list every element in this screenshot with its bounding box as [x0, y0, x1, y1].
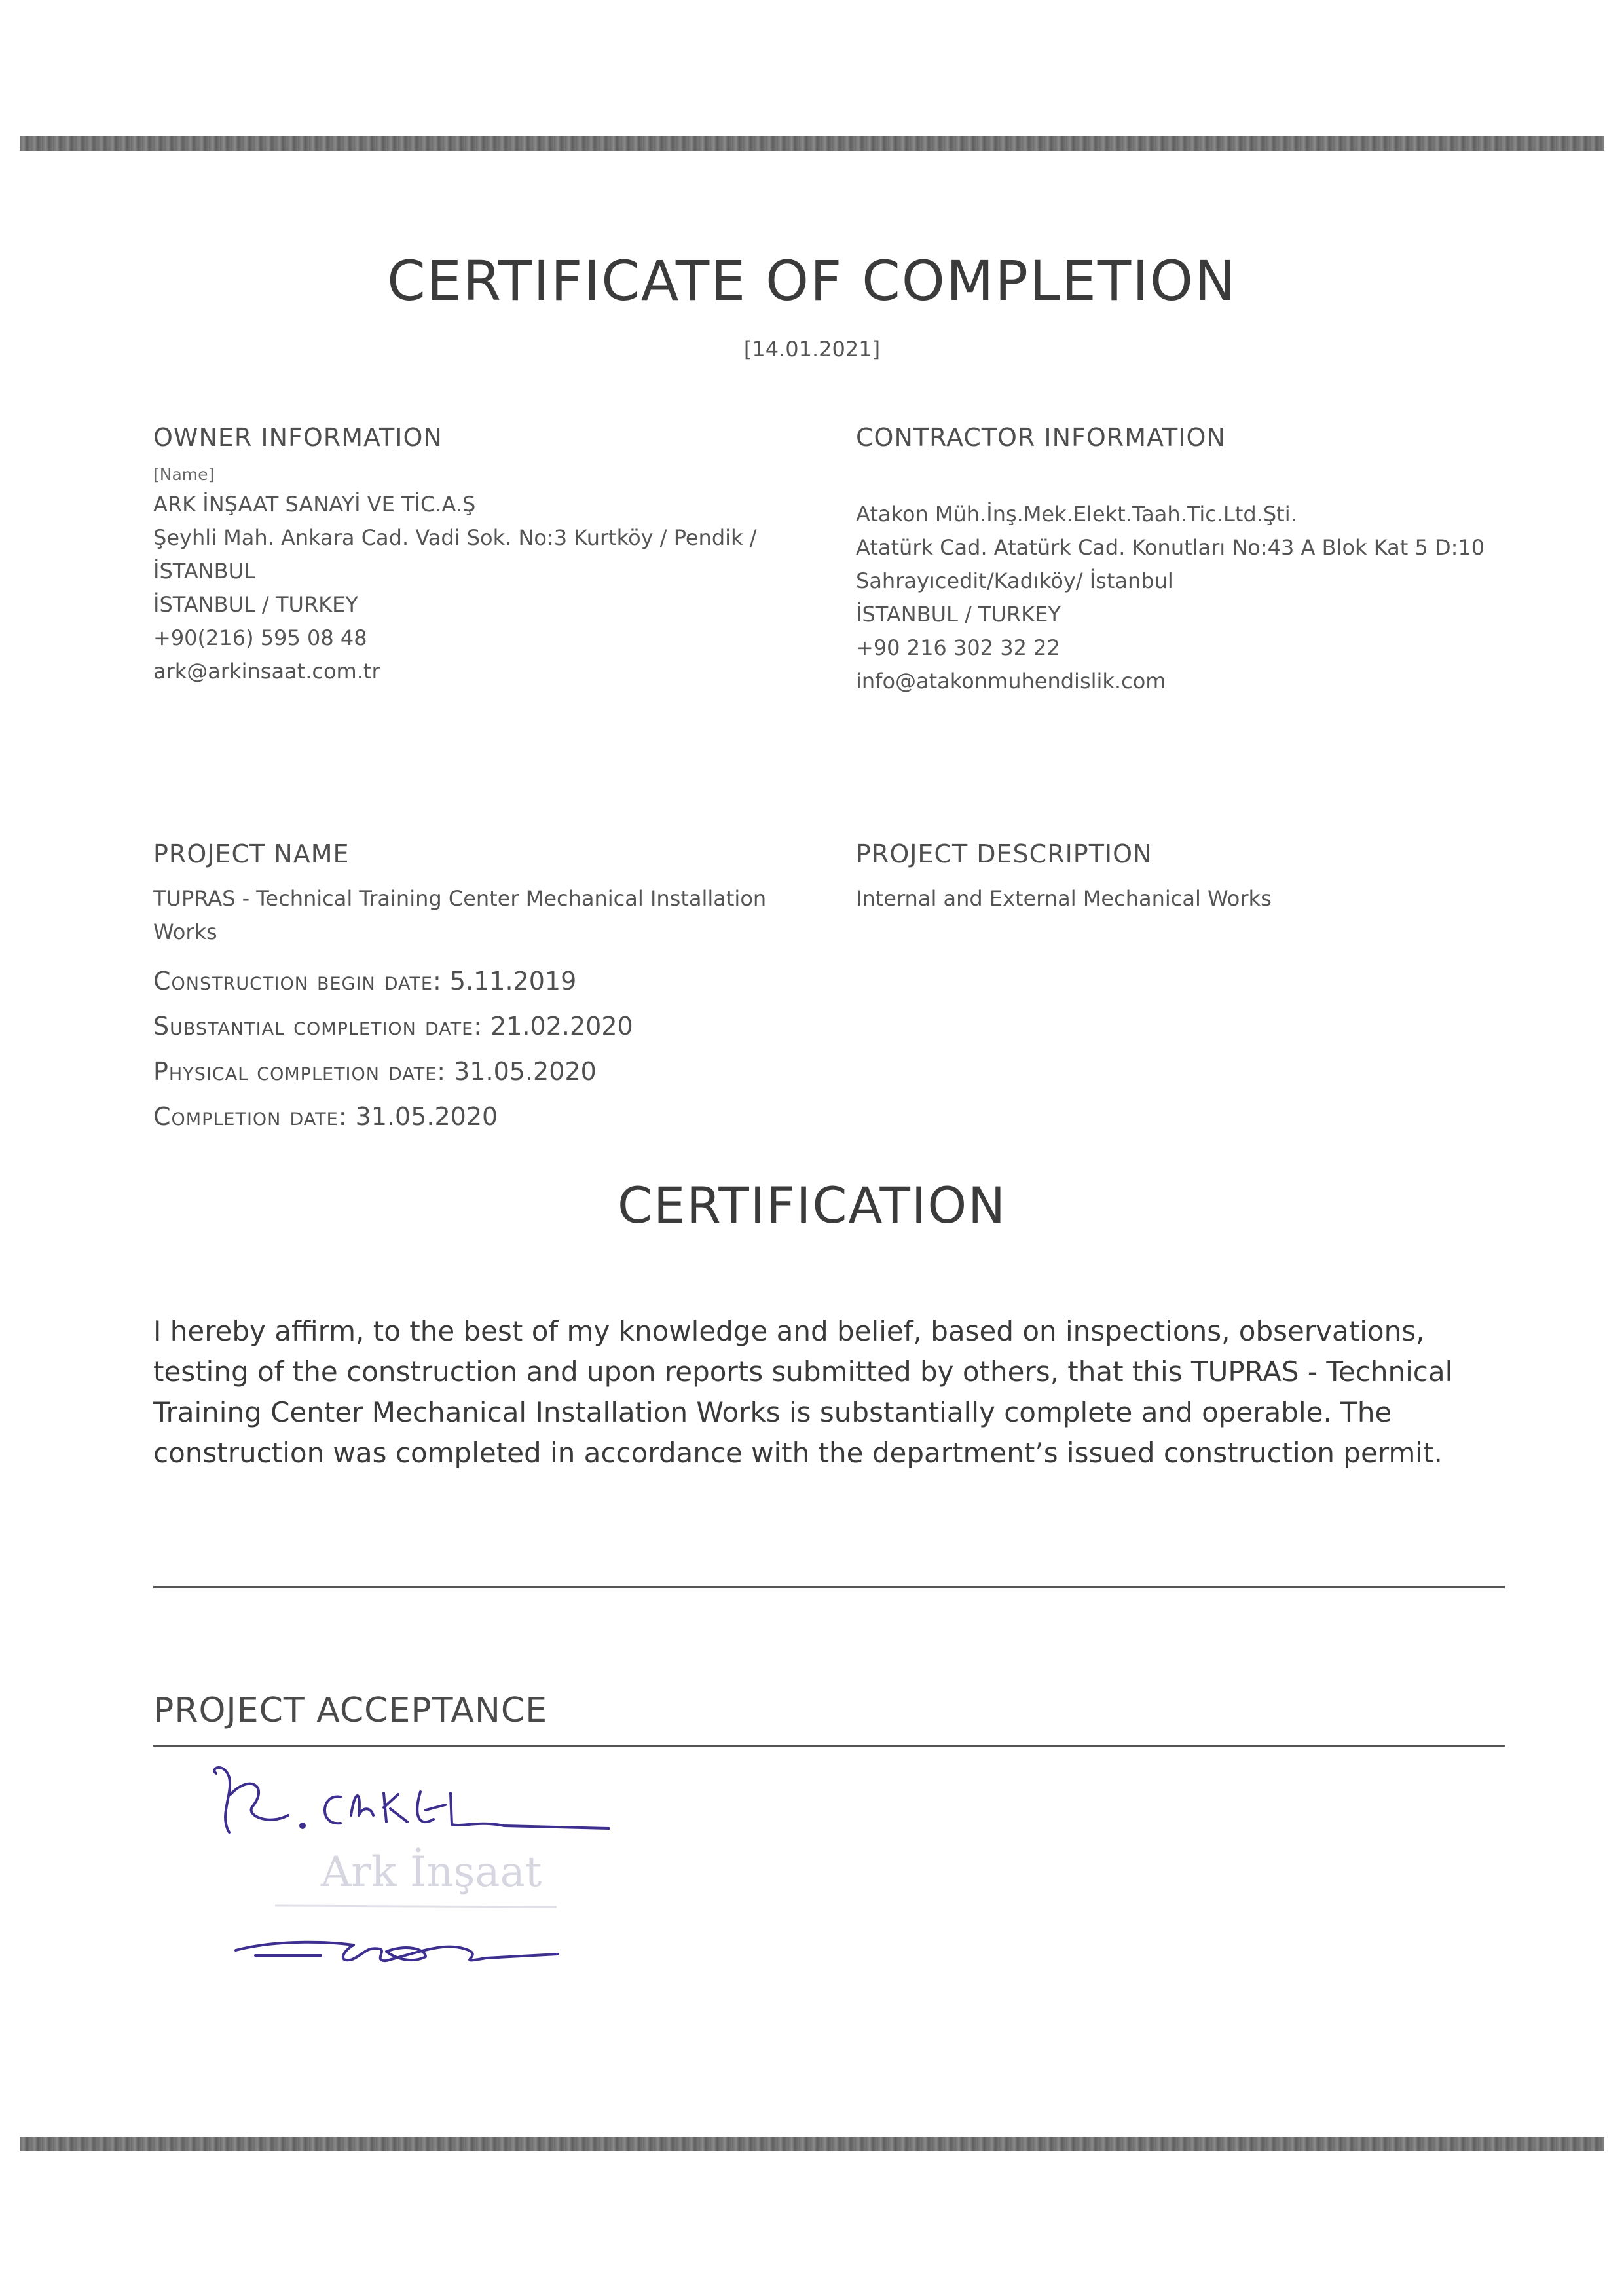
signature-and-stamp: [190, 1755, 812, 1991]
owner-email: ark@arkinsaat.com.tr: [153, 659, 380, 684]
project-name-heading: PROJECT NAME: [153, 840, 350, 868]
project-name: TUPRAS - Technical Training Center Mechanical Installation Works: [153, 886, 767, 944]
date-label: Completion date:: [153, 1102, 348, 1131]
date-label: Substantial completion date:: [153, 1012, 483, 1041]
contractor-address-line-1: Atatürk Cad. Atatürk Cad. Konutları No:43 A Blok Kat 5 D:10: [856, 535, 1485, 560]
date-value: 31.05.2020: [454, 1057, 597, 1086]
date-row: [153, 1004, 633, 1049]
project-dates: [153, 959, 633, 1139]
owner-info-heading: OWNER INFORMATION: [153, 423, 443, 452]
contractor-city-country: İSTANBUL / TURKEY: [856, 602, 1061, 627]
company-stamp: [275, 1847, 557, 1907]
certificate-title: CERTIFICATE OF COMPLETION: [387, 249, 1237, 313]
acceptance-underline: [153, 1745, 1505, 1747]
date-label: Physical completion date:: [153, 1057, 447, 1086]
signature-line: [153, 1586, 1505, 1588]
contractor-info-heading: CONTRACTOR INFORMATION: [856, 423, 1226, 452]
contractor-phone: +90 216 302 32 22: [856, 635, 1060, 660]
project-acceptance-heading: PROJECT ACCEPTANCE: [153, 1691, 548, 1730]
owner-name-tag: [Name]: [153, 465, 215, 484]
owner-phone: +90(216) 595 08 48: [153, 625, 367, 650]
date-value: 21.02.2020: [490, 1012, 633, 1041]
contractor-company: Atakon Müh.İnş.Mek.Elekt.Taah.Tic.Ltd.Şti.: [856, 502, 1297, 527]
owner-city-country: İSTANBUL / TURKEY: [153, 592, 358, 617]
date-row: [153, 1049, 633, 1094]
bottom-border-bar: [20, 2137, 1604, 2151]
signature-text: R. ÇELİKKOL: [190, 1755, 194, 1756]
date-row: [153, 959, 633, 1004]
certification-heading: CERTIFICATION: [618, 1176, 1006, 1234]
contractor-info-block: [856, 498, 1485, 698]
owner-info-block: [153, 462, 757, 688]
date-value: 31.05.2020: [355, 1102, 498, 1131]
contractor-address-line-2: Sahrayıcedit/Kadıköy/ İstanbul: [856, 568, 1173, 593]
stamp-text: Ark İnşaat: [321, 1848, 542, 1897]
owner-address-line-2: İSTANBUL: [153, 559, 255, 583]
date-value: 5.11.2019: [449, 967, 577, 995]
top-border-bar: [20, 136, 1604, 151]
certification-statement: I hereby affirm, to the best of my knowledge and belief, based on inspections, observations, testing of the construction and upon reports submitted by others, that this TUPRAS - Technical Training Center Mechanical Installation Works is substantially complete and operable. The construction was completed in accordance with the department’s issued construction permit.: [153, 1315, 1453, 1469]
owner-address-line-1: Şeyhli Mah. Ankara Cad. Vadi Sok. No:3 Kurtköy / Pendik /: [153, 525, 757, 550]
certificate-date: [14.01.2021]: [743, 337, 881, 361]
date-label: Construction begin date:: [153, 967, 442, 995]
owner-company: ARK İNŞAAT SANAYİ VE TİC.A.Ş: [153, 492, 476, 517]
project-description-heading: PROJECT DESCRIPTION: [856, 840, 1153, 868]
contractor-email: info@atakonmuhendislik.com: [856, 669, 1166, 694]
project-description: Internal and External Mechanical Works: [856, 886, 1272, 911]
date-row: [153, 1094, 633, 1139]
